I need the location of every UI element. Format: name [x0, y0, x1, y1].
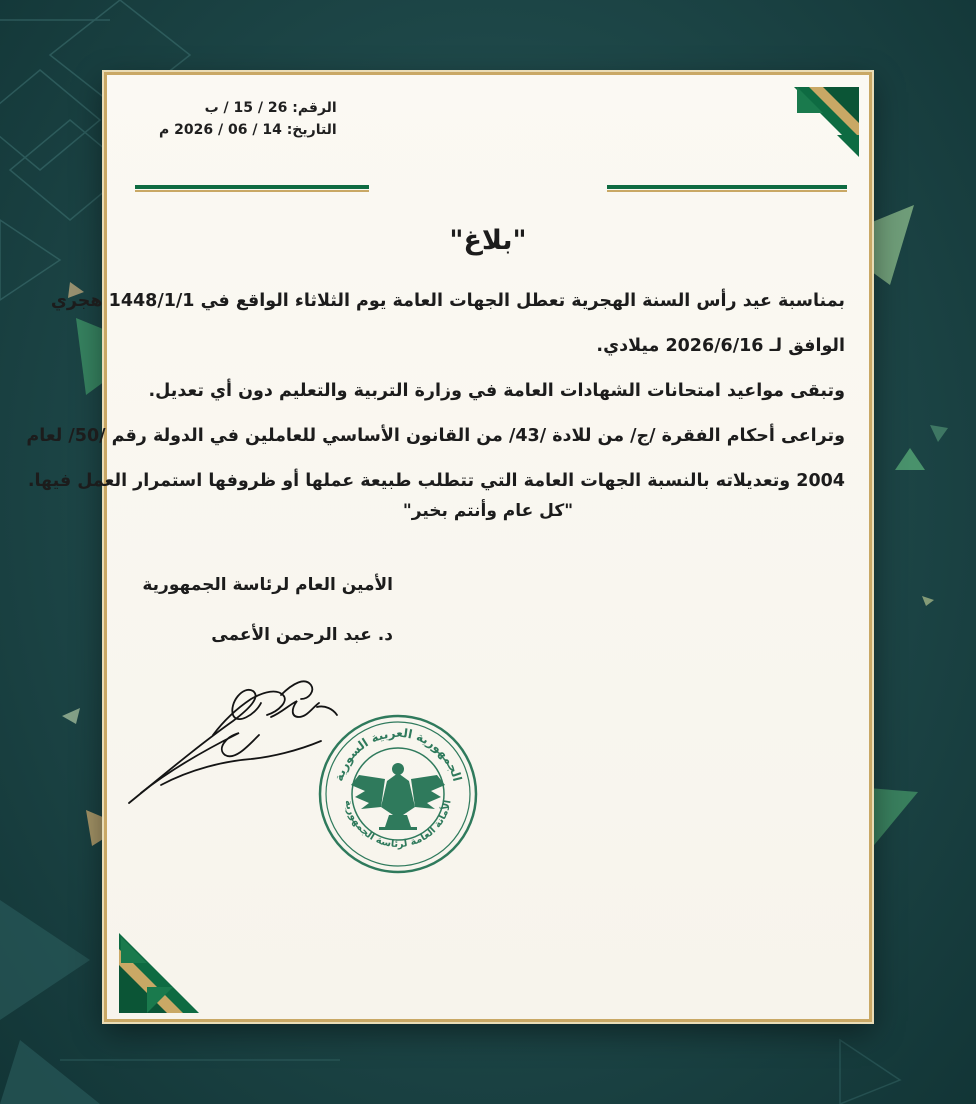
body-line: بمناسبة عيد رأس السنة الهجرية تعطل الجهات العامة يوم الثلاثاء الواقع في 1448/1/1 هجري	[50, 291, 845, 311]
document-body	[26, 279, 845, 504]
body-line: الوافق لـ 2026/6/16 ميلادي.	[596, 336, 845, 356]
official-seal	[315, 711, 481, 877]
signatory-title: الأمين العام لرئاسة الجمهورية	[142, 575, 393, 595]
closing-greeting: "كل عام وأنتم بخير"	[402, 501, 574, 521]
document-paper	[26, 72, 872, 1022]
svg-text:الجمهورية العربية السورية: الجمهورية العربية السورية	[331, 725, 465, 783]
header-rules	[135, 185, 847, 192]
body-line: وتراعى أحكام الفقرة /ج/ من للادة /43/ من القانون الأساسي للعاملين في الدولة رقم /50/ لعام	[26, 426, 845, 446]
document-reference	[159, 97, 337, 141]
signatory-name: د. عبد الرحمن الأعمى	[211, 625, 393, 645]
corner-ornament-bottom-left	[119, 933, 199, 1013]
reference-number: الرقم: 26 / 15 / ب	[204, 100, 337, 116]
corner-ornament-top-right	[794, 87, 859, 157]
eagle-emblem	[351, 763, 445, 830]
svg-text:الأمانة العامة لرئاسة الجمهوري: الأمانة العامة لرئاسة الجمهورية	[342, 799, 454, 851]
body-line: وتبقى مواعيد امتحانات الشهادات العامة في وزارة التربية والتعليم دون أي تعديل.	[148, 381, 845, 401]
document-title: "بلاغ"	[449, 225, 527, 256]
body-line: 2004 وتعديلاته بالنسبة الجهات العامة التي تتطلب طبيعة عملها أو ظروفها استمرار العمل فيها.	[27, 471, 845, 491]
paper-ornaments	[26, 75, 875, 1025]
document-date: التاريخ: 14 / 06 / 2026 م	[159, 122, 337, 138]
